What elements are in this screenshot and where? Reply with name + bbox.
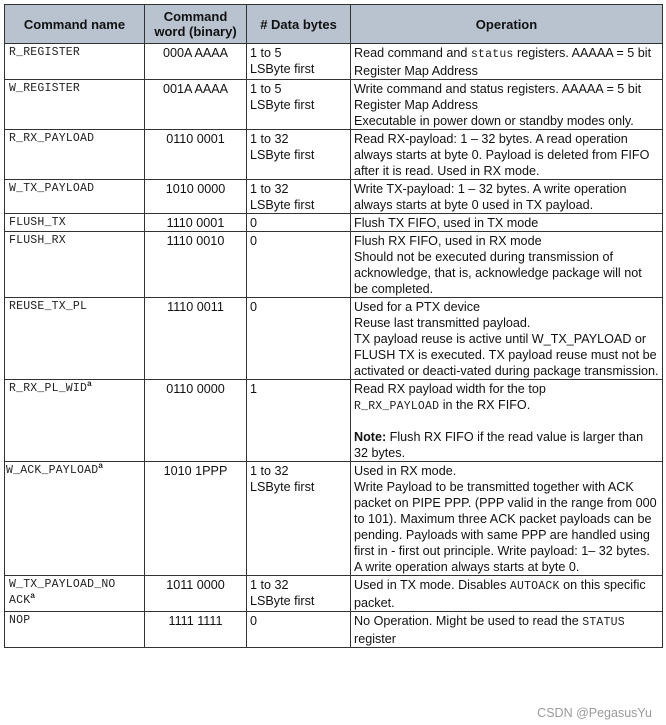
command-name: R_RX_PAYLOAD: [5, 130, 145, 180]
command-word: 0110 0001: [145, 130, 247, 180]
data-bytes: 0: [247, 612, 351, 648]
table-row: [5, 462, 663, 576]
operation: Flush RX FIFO, used in RX mode Should not be executed during transmission of acknowledge, that is, acknowledge package will not be completed.: [351, 232, 663, 298]
command-name: FLUSH_RX: [5, 232, 145, 298]
table-row: [5, 80, 663, 130]
command-name: W_REGISTER: [5, 80, 145, 130]
command-name: REUSE_TX_PL: [5, 298, 145, 380]
command-word: 000A AAAA: [145, 44, 247, 80]
command-word: 1110 0001: [145, 214, 247, 232]
data-bytes: 1 to 32 LSByte first: [247, 462, 351, 576]
operation: Write command and status registers. AAAAA = 5 bit Register Map Address Executable in power down or standby modes only.: [351, 80, 663, 130]
command-name: W_ACK_PAYLOAD$^a$: [5, 462, 145, 576]
watermark: CSDN @PegasusYu: [537, 706, 652, 720]
operation: Flush TX FIFO, used in TX mode: [351, 214, 663, 232]
operation: Read command and status registers. AAAAA = 5 bit Register Map Address: [351, 44, 663, 80]
command-name: FLUSH_TX: [5, 214, 145, 232]
header-command-name: Command name: [5, 5, 145, 44]
footnote-marker: a: [87, 379, 92, 389]
data-bytes: 1 to 32 LSByte first: [247, 130, 351, 180]
data-bytes: 0: [247, 214, 351, 232]
table-row: [5, 612, 663, 648]
header-operation: Operation: [351, 5, 663, 44]
footnote-marker: a: [30, 591, 35, 601]
operation: Write TX-payload: 1 – 32 bytes. A write operation always starts at byte 0 used in TX payload.: [351, 180, 663, 214]
operation: Read RX-payload: 1 – 32 bytes. A read operation always starts at byte 0. Payload is deleted from FIFO after it is read. Used in RX mode.: [351, 130, 663, 180]
data-bytes: 1 to 5 LSByte first: [247, 80, 351, 130]
spi-command-table: [4, 4, 663, 648]
command-name: R_RX_PL_WID$^a$: [5, 380, 145, 462]
table-row: [5, 380, 663, 462]
command-word: 0110 0000: [145, 380, 247, 462]
operation: Read RX payload width for the top R_RX_PAYLOAD in the RX FIFO. Note: Flush RX FIFO if the read value is larger than 32 bytes.: [351, 380, 663, 462]
command-word: 001A AAAA: [145, 80, 247, 130]
data-bytes: 1 to 5 LSByte first: [247, 44, 351, 80]
footnote-marker: a: [98, 461, 103, 471]
command-word: 1010 1PPP: [145, 462, 247, 576]
operation: Used in RX mode. Write Payload to be transmitted together with ACK packet on PIPE PPP. (PPP valid in the range from 000 to 101). Maximum three ACK packet payloads can be pending. Payloads with same PPP are handled using first in - first out principle. Write payload: 1– 32 bytes. A write operation always starts at byte 0.: [351, 462, 663, 576]
table-row: [5, 214, 663, 232]
note-label: Note:: [354, 430, 387, 444]
command-name: R_REGISTER: [5, 44, 145, 80]
command-name: NOP: [5, 612, 145, 648]
command-word: 1010 0000: [145, 180, 247, 214]
command-word: 1011 0000: [145, 576, 247, 612]
header-command-word: Command word (binary): [145, 5, 247, 44]
command-word: 1111 1111: [145, 612, 247, 648]
operation: No Operation. Might be used to read the STATUS register: [351, 612, 663, 648]
data-bytes: 0: [247, 298, 351, 380]
operation: Used in TX mode. Disables AUTOACK on this specific packet.: [351, 576, 663, 612]
command-name: W_TX_PAYLOAD_NO ACK$^a$: [5, 576, 145, 612]
header-data-bytes: # Data bytes: [247, 5, 351, 44]
header-row: [5, 5, 663, 44]
table-row: [5, 298, 663, 380]
data-bytes: 1 to 32 LSByte first: [247, 180, 351, 214]
table-row: [5, 232, 663, 298]
data-bytes: 0: [247, 232, 351, 298]
table-row: [5, 130, 663, 180]
command-word: 1110 0010: [145, 232, 247, 298]
data-bytes: 1: [247, 380, 351, 462]
command-name: W_TX_PAYLOAD: [5, 180, 145, 214]
table-row: [5, 44, 663, 80]
table-row: [5, 180, 663, 214]
operation: Used for a PTX device Reuse last transmitted payload. TX payload reuse is active until W_TX_PAYLOAD or FLUSH TX is executed. TX payload reuse must not be activated or deacti-vated during package transmission.: [351, 298, 663, 380]
data-bytes: 1 to 32 LSByte first: [247, 576, 351, 612]
table-row: [5, 576, 663, 612]
command-word: 1110 0011: [145, 298, 247, 380]
